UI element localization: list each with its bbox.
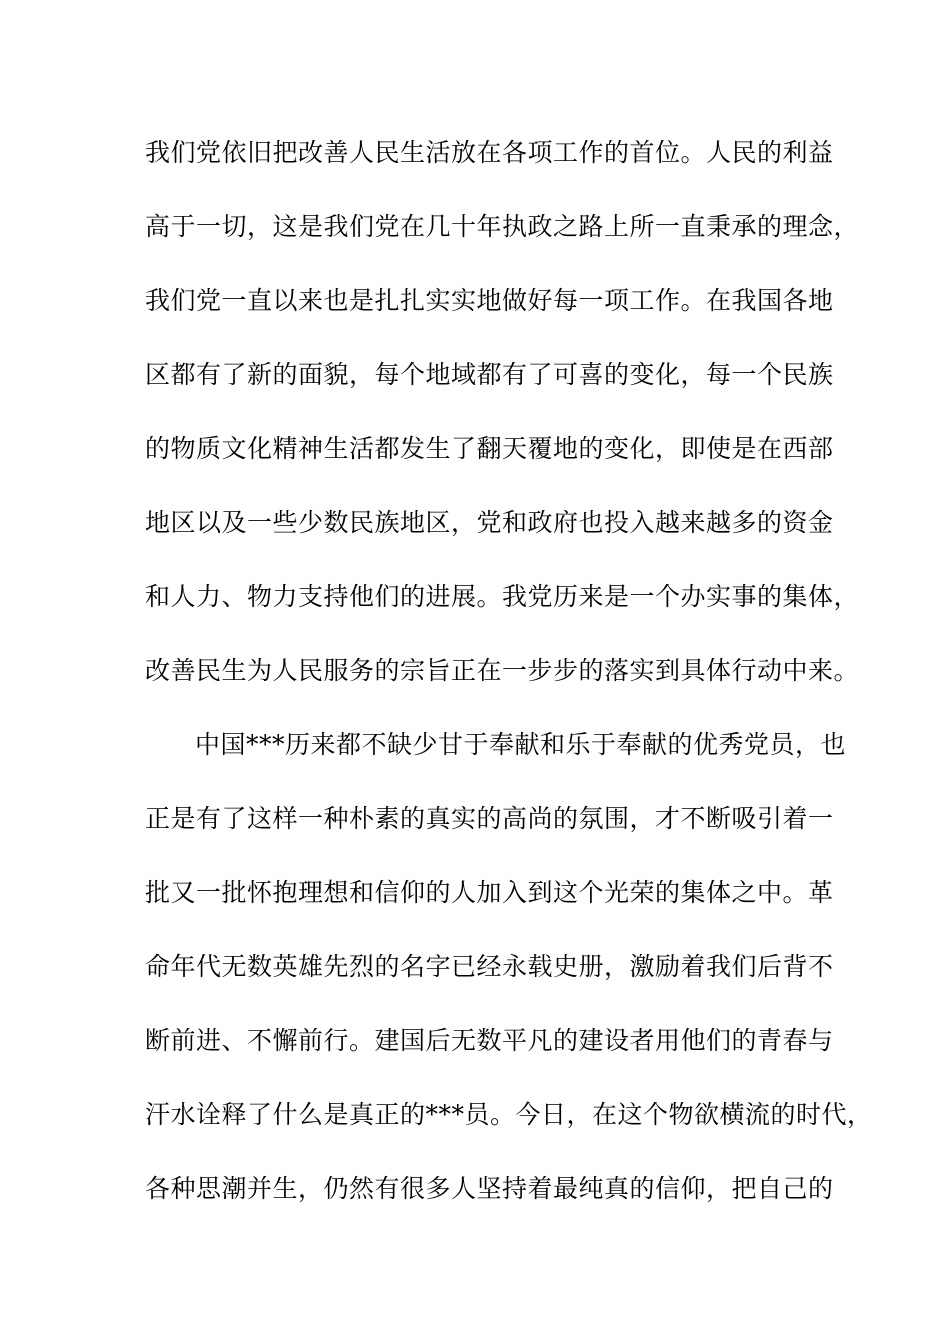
text-line: 断前进、不懈前行。建国后无数平凡的建设者用他们的青春与 — [145, 1026, 834, 1055]
text-line: 命年代无数英雄先烈的名字已经永载史册，激励着我们后背不 — [145, 952, 834, 981]
paragraph-2 — [145, 722, 873, 1240]
text-line: 批又一批怀抱理想和信仰的人加入到这个光荣的集体之中。革 — [145, 878, 834, 907]
document-body — [145, 130, 873, 1240]
text-line: 区都有了新的面貌，每个地域都有了可喜的变化，每一个民族 — [145, 360, 834, 389]
text-line: 地区以及一些少数民族地区，党和政府也投入越来越多的资金 — [145, 508, 834, 537]
text-line: 的物质文化精神生活都发生了翻天覆地的变化，即使是在西部 — [145, 434, 834, 463]
text-line: 改善民生为人民服务的宗旨正在一步步的落实到具体行动中来。 — [145, 656, 860, 685]
text-line: 我们党依旧把改善人民生活放在各项工作的首位。人民的利益 — [145, 138, 834, 167]
text-line-indented: 中国***历来都不缺少甘于奉献和乐于奉献的优秀党员，也 — [195, 730, 847, 759]
paragraph-1 — [145, 130, 860, 722]
text-line: 我们党一直以来也是扎扎实实地做好每一项工作。在我国各地 — [145, 286, 834, 315]
text-line: 高于一切，这是我们党在几十年执政之路上所一直秉承的理念， — [145, 212, 860, 241]
text-line: 各种思潮并生，仍然有很多人坚持着最纯真的信仰，把自己的 — [145, 1174, 834, 1203]
text-line: 正是有了这样一种朴素的真实的高尚的氛围，才不断吸引着一 — [145, 804, 834, 833]
text-line: 汗水诠释了什么是真正的***员。今日，在这个物欲横流的时代， — [145, 1100, 873, 1129]
text-line: 和人力、物力支持他们的进展。我党历来是一个办实事的集体， — [145, 582, 860, 611]
